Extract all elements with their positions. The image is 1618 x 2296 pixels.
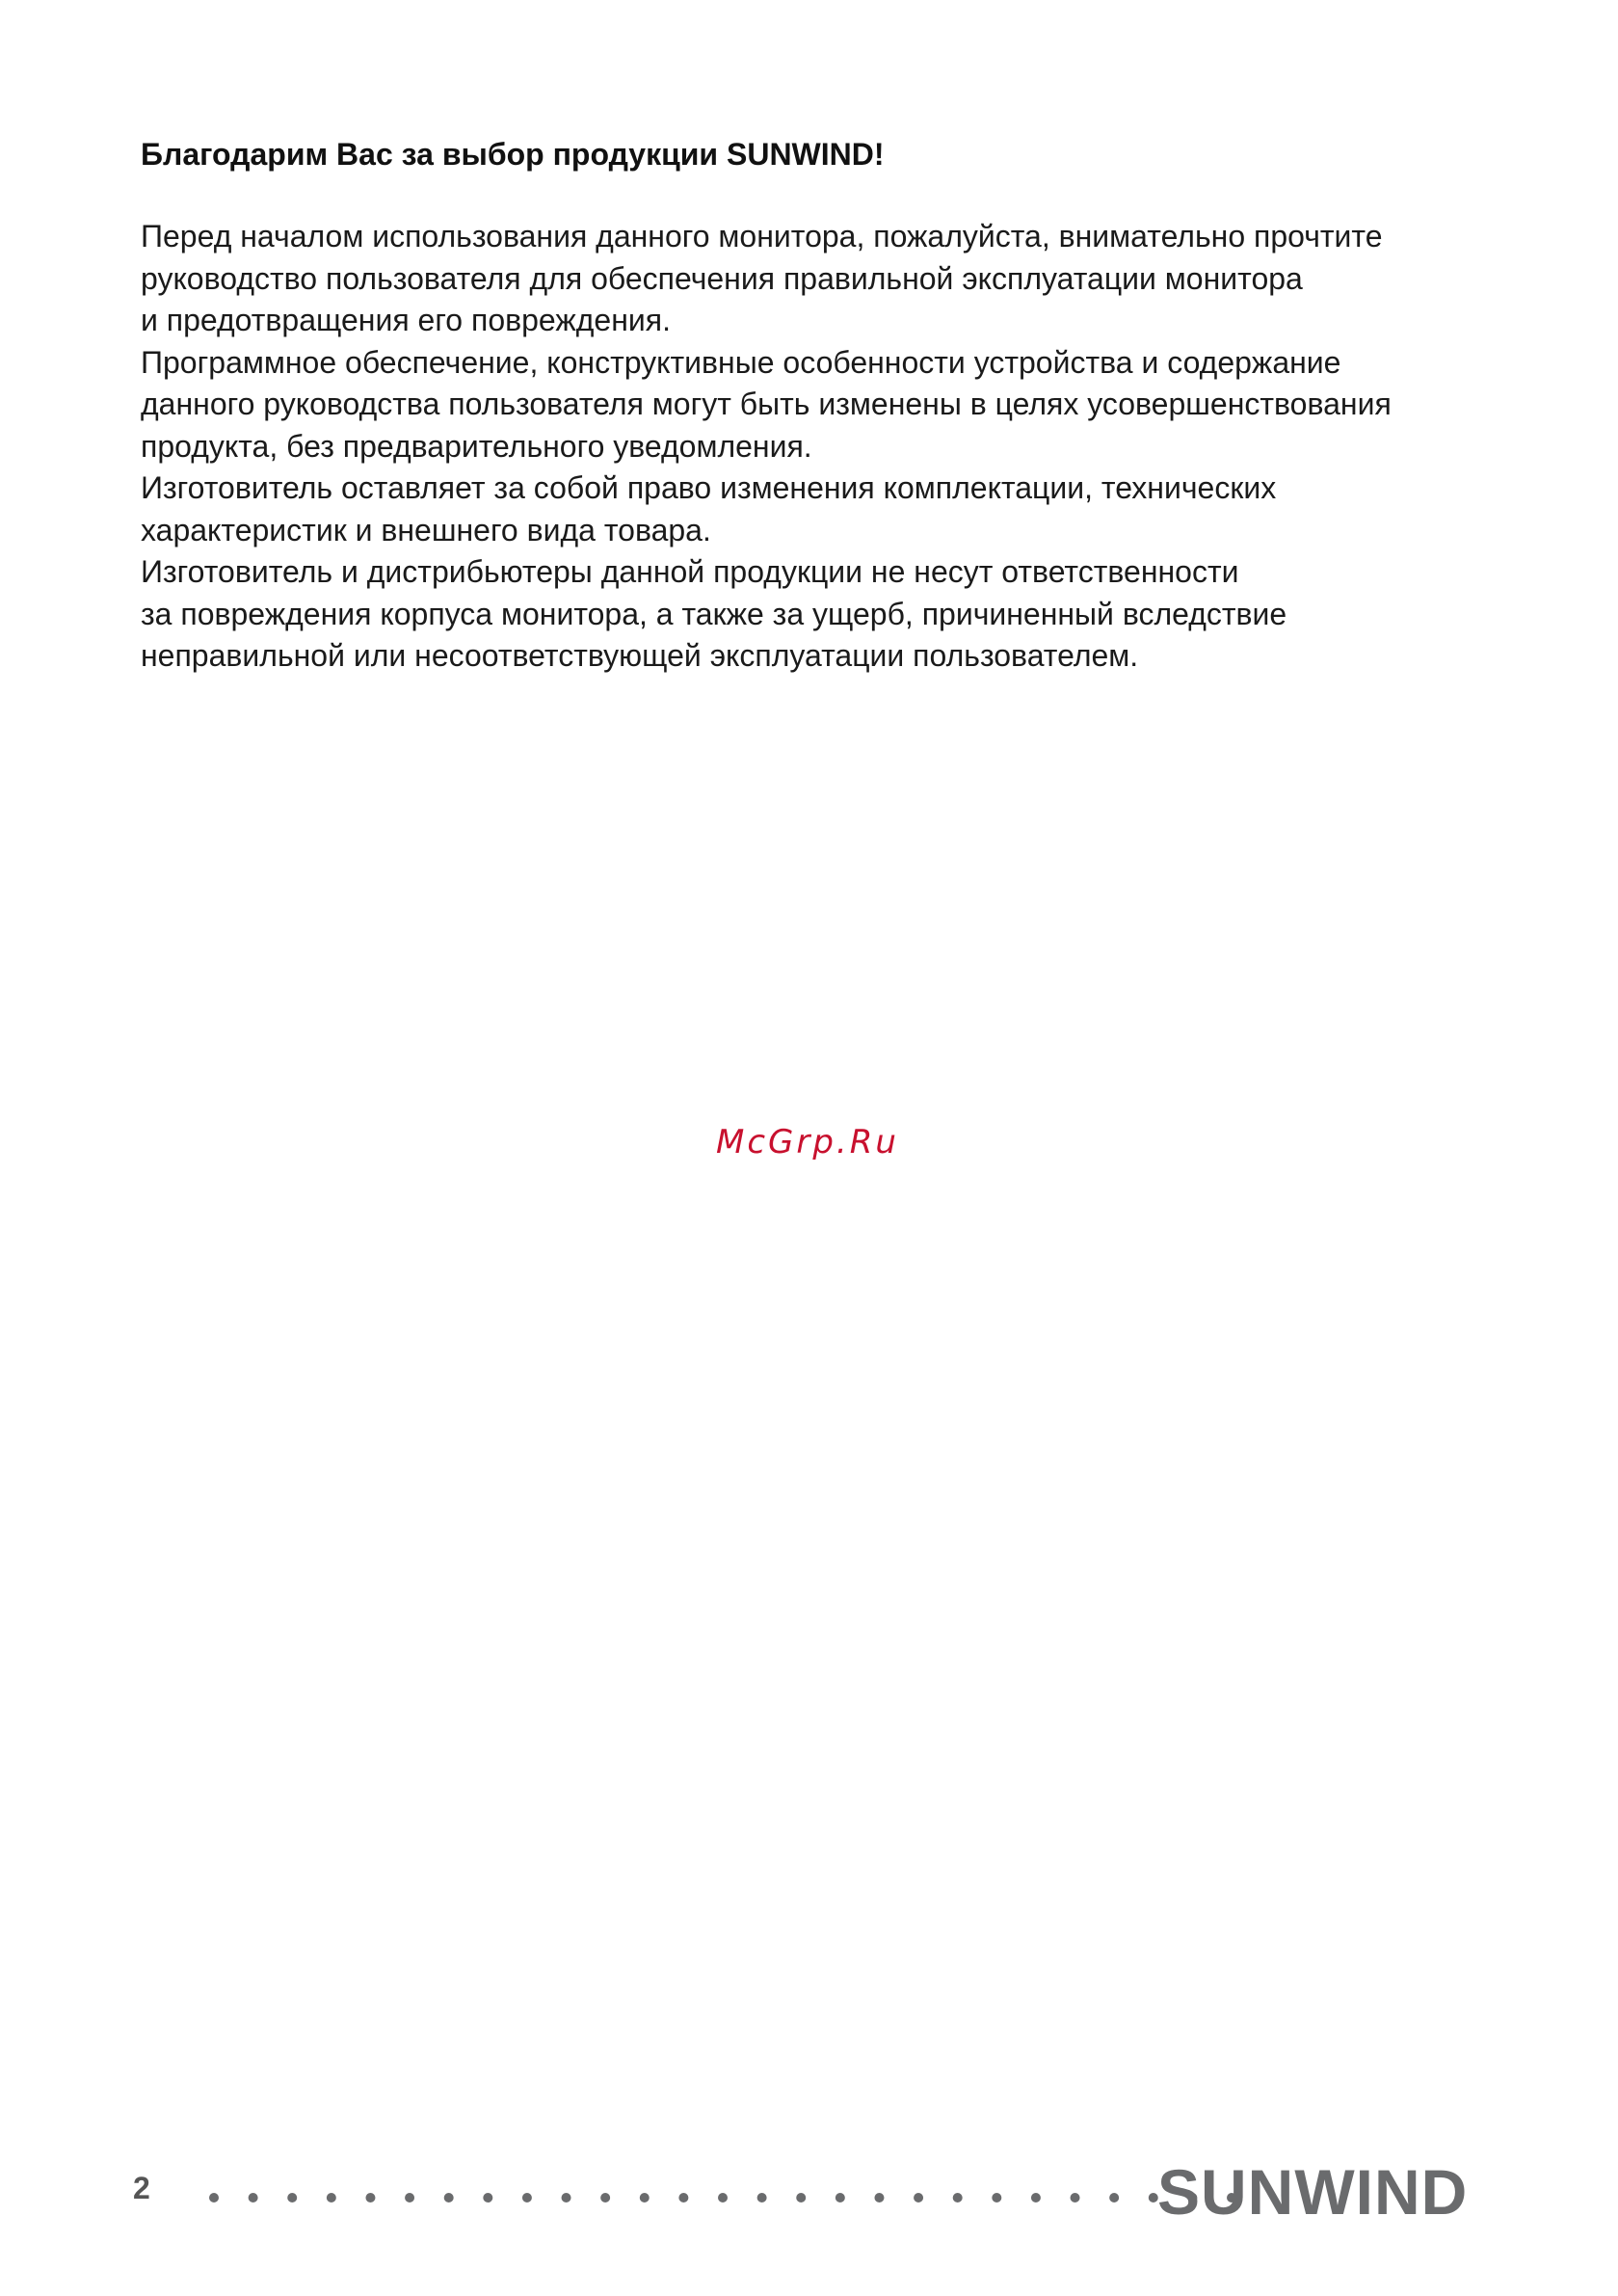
- page-footer: [133, 2156, 1482, 2228]
- text-line: Изготовитель и дистрибьютеры данной продукции не несут ответственности: [141, 554, 1239, 589]
- intro-text: [141, 216, 1490, 678]
- watermark-text: McGrp.Ru: [716, 1123, 899, 1161]
- leader-dot: [444, 2193, 454, 2203]
- leader-dot: [405, 2193, 414, 2203]
- text-line: за повреждения корпуса монитора, а также за ущерб, причиненный вследствие: [141, 596, 1287, 631]
- leader-dot: [836, 2193, 845, 2203]
- leader-dot: [757, 2193, 767, 2203]
- text-line: Изготовитель оставляет за собой право изменения комплектации, технических: [141, 470, 1277, 505]
- text-line: и предотвращения его повреждения.: [141, 303, 671, 337]
- text-line: продукта, без предварительного уведомления.: [141, 428, 812, 464]
- leader-dot: [209, 2193, 219, 2203]
- leader-dot: [874, 2193, 884, 2203]
- paragraph-liability: [141, 551, 1490, 678]
- leader-dot: [483, 2193, 492, 2203]
- leader-dot: [678, 2193, 688, 2203]
- leader-dot: [562, 2193, 571, 2203]
- paragraph-usage: [141, 216, 1490, 342]
- leader-dot: [914, 2193, 923, 2203]
- leader-dot: [522, 2193, 532, 2203]
- page-number: 2: [133, 2171, 150, 2205]
- text-line: Программное обеспечение, конструктивные особенности устройства и содержание: [141, 344, 1341, 380]
- brand-logo: SUNWIND: [1157, 2156, 1469, 2228]
- leader-dot: [640, 2193, 650, 2203]
- leader-dot: [718, 2193, 728, 2203]
- leader-dot: [1071, 2193, 1080, 2203]
- leader-dot: [249, 2193, 258, 2203]
- dotted-leader: [208, 2192, 1237, 2203]
- leader-dot: [365, 2193, 375, 2203]
- leader-dot: [1109, 2193, 1119, 2203]
- paragraph-rights: [141, 467, 1490, 551]
- leader-dot: [992, 2193, 1001, 2203]
- leader-dot: [1031, 2193, 1041, 2203]
- text-line: неправильной или несоответствующей эксплуатации пользователем.: [141, 638, 1139, 673]
- leader-dot: [287, 2193, 297, 2203]
- leader-dot: [600, 2193, 610, 2203]
- paragraph-changes: [141, 342, 1490, 468]
- text-line: данного руководства пользователя могут быть изменены в целях усовершенствования: [141, 387, 1392, 421]
- text-line: руководство пользователя для обеспечения правильной эксплуатации монитора: [141, 260, 1303, 296]
- main-content: [141, 133, 1490, 678]
- leader-dot: [953, 2193, 963, 2203]
- leader-dot: [327, 2193, 336, 2203]
- page-title: Благодарим Вас за выбор продукции SUNWIND!: [141, 137, 885, 172]
- text-line: характеристик и внешнего вида товара.: [141, 512, 711, 547]
- leader-dot: [796, 2193, 806, 2203]
- text-line: Перед началом использования данного монитора, пожалуйста, внимательно прочтите: [141, 219, 1383, 254]
